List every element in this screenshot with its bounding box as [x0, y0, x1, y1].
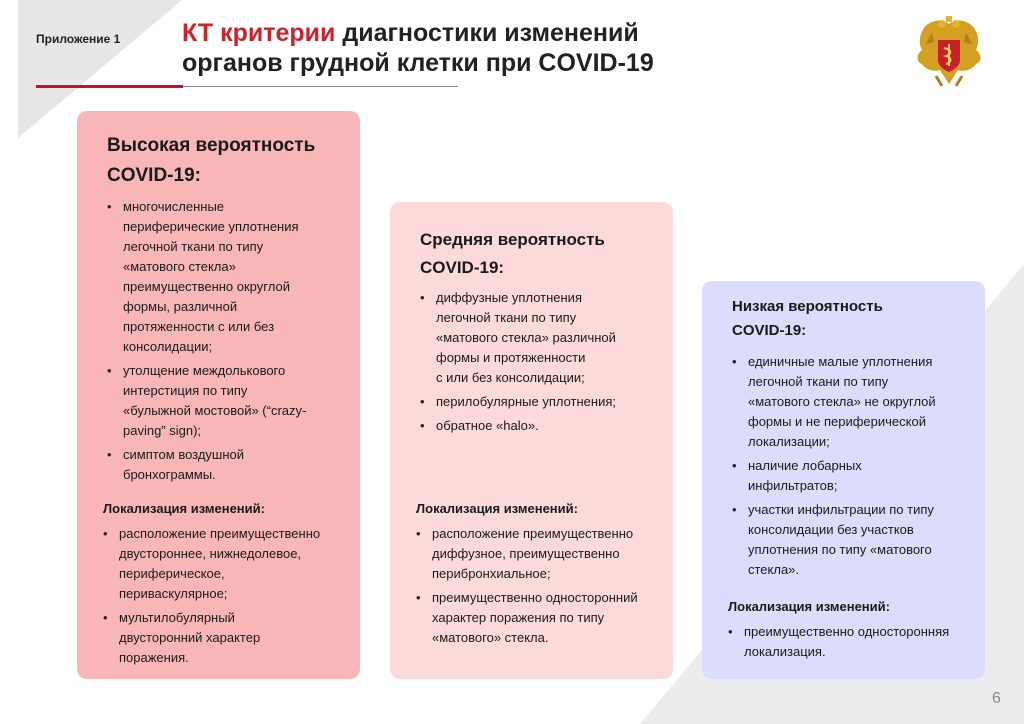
line: многочисленные: [123, 199, 225, 214]
card-high-title-line2: COVID-19:: [107, 165, 201, 186]
card-low-title-line2: COVID-19:: [732, 322, 807, 339]
card-high-title-line1: Высокая вероятность: [107, 135, 316, 156]
line: диффузное, преимущественно: [432, 546, 620, 561]
line: расположение преимущественно: [432, 526, 634, 541]
line: поражения.: [119, 650, 189, 665]
line: периферическое,: [119, 566, 225, 581]
card-mid-localization-title: Локализация изменений:: [416, 501, 578, 516]
line: периваскулярное;: [119, 586, 228, 601]
line: стекла».: [748, 562, 800, 577]
line: консолидации без участков: [748, 522, 914, 537]
line: локализации;: [748, 434, 830, 449]
list-item: [107, 445, 347, 485]
list-item: [107, 361, 347, 441]
line: «матового» стекла.: [432, 630, 549, 645]
line: легочной ткани по типу: [123, 239, 264, 254]
line: двустороннее, нижнедолевое,: [119, 546, 302, 561]
card-low-title-line1: Низкая вероятность: [732, 298, 883, 315]
line: бронхограммы.: [123, 467, 216, 482]
title-underline-red: [36, 85, 183, 88]
card-low-probability: [702, 281, 985, 679]
title-accent: КТ критерии: [182, 19, 336, 47]
line: двусторонний характер: [119, 630, 261, 645]
page-number: 6: [992, 690, 1001, 707]
line: обратное «halo».: [436, 418, 539, 433]
line: утолщение междолькового: [123, 363, 286, 378]
line: локализация.: [744, 644, 826, 659]
line: симптом воздушной: [123, 447, 245, 462]
line: paving” sign);: [123, 423, 202, 438]
card-high-criteria-list: [107, 197, 347, 489]
line: перибронхиальное;: [432, 566, 551, 581]
coat-of-arms-icon: [912, 14, 986, 90]
line: «матового стекла» не округлой: [748, 394, 936, 409]
list-item: [107, 197, 347, 357]
line: протяженности с или без: [123, 319, 275, 334]
list-item: [416, 524, 666, 584]
card-high-localization-title: Локализация изменений:: [103, 501, 265, 516]
line: «матового стекла» различной: [436, 330, 616, 345]
line: консолидации;: [123, 339, 213, 354]
card-mid-title-line2: COVID-19:: [420, 258, 505, 277]
card-mid-criteria-list: [420, 288, 665, 440]
line: «булыжной мостовой» (“crazy-: [123, 403, 307, 418]
list-item: [732, 456, 977, 496]
line: мультилобулярный: [119, 610, 235, 625]
list-item: [416, 588, 666, 648]
line: инфильтратов;: [748, 478, 838, 493]
line: периферические уплотнения: [123, 219, 299, 234]
line: формы и не периферической: [748, 414, 926, 429]
card-medium-probability: [390, 202, 673, 679]
page-title: [182, 18, 654, 78]
line: перилобулярные уплотнения;: [436, 394, 616, 409]
line: «матового стекла»: [123, 259, 236, 274]
line: с или без консолидации;: [436, 370, 585, 385]
line: легочной ткани по типу: [436, 310, 577, 325]
title-rest: диагностики изменений: [335, 19, 639, 47]
card-mid-title-line1: Средняя вероятность: [420, 230, 605, 249]
list-item: [728, 622, 978, 662]
line: участки инфильтрации по типу: [748, 502, 934, 517]
line: преимущественно округлой: [123, 279, 290, 294]
appendix-label: Приложение 1: [36, 32, 121, 46]
title-line2: органов грудной клетки при COVID-19: [182, 49, 654, 77]
line: преимущественно односторонний: [432, 590, 638, 605]
list-item: [420, 416, 665, 436]
list-item: [103, 608, 353, 668]
card-high-localization-list: [103, 524, 353, 672]
list-item: [103, 524, 353, 604]
card-low-criteria-list: [732, 352, 977, 584]
card-low-title: [732, 295, 883, 343]
card-mid-title: [420, 226, 605, 282]
line: формы и протяженности: [436, 350, 586, 365]
line: наличие лобарных: [748, 458, 862, 473]
line: формы, различной: [123, 299, 238, 314]
line: преимущественно односторонняя: [744, 624, 950, 639]
list-item: [420, 288, 665, 388]
line: уплотнения по типу «матового: [748, 542, 932, 557]
card-low-localization-list: [728, 622, 978, 666]
line: интерстиция по типу: [123, 383, 248, 398]
line: расположение преимущественно: [119, 526, 321, 541]
card-high-probability: [77, 111, 360, 679]
list-item: [732, 500, 977, 580]
card-mid-localization-list: [416, 524, 666, 652]
line: диффузные уплотнения: [436, 290, 582, 305]
card-high-title: [107, 131, 315, 191]
card-low-localization-title: Локализация изменений:: [728, 599, 890, 614]
line: характер поражения по типу: [432, 610, 605, 625]
list-item: [420, 392, 665, 412]
line: легочной ткани по типу: [748, 374, 889, 389]
list-item: [732, 352, 977, 452]
title-underline-gray: [183, 86, 458, 87]
line: единичные малые уплотнения: [748, 354, 933, 369]
